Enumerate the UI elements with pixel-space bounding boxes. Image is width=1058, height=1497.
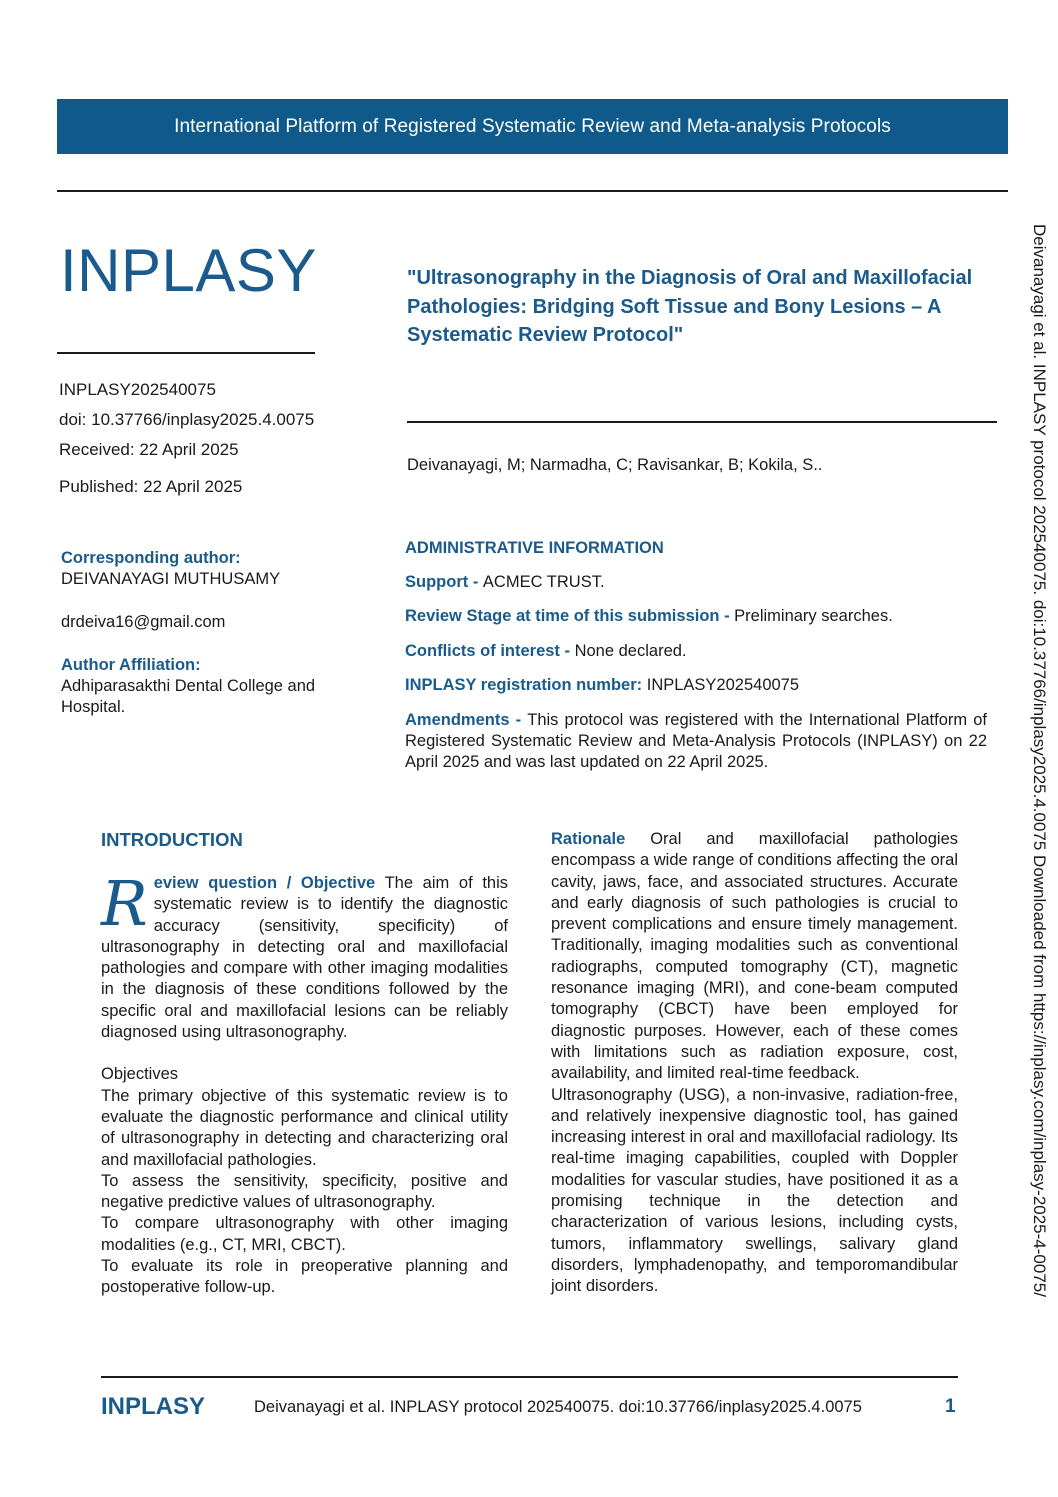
protocol-id: INPLASY202540075 <box>59 380 216 399</box>
footer-citation: Deivanayagi et al. INPLASY protocol 202540075. doi:10.37766/inplasy2025.4.0075 <box>254 1398 862 1416</box>
admin-heading: ADMINISTRATIVE INFORMATION <box>405 539 664 557</box>
logo-rule <box>57 352 315 354</box>
support-value: ACMEC TRUST. <box>482 573 605 591</box>
support-label: Support - <box>405 573 483 591</box>
conflicts-value: None declared. <box>574 642 687 660</box>
author-list: Deivanayagi, M; Narmadha, C; Ravisankar, B; Kokila, S.. <box>407 456 823 474</box>
objective-3: To compare ultrasonography with other imaging modalities (e.g., CT, MRI, CBCT). <box>101 1214 508 1254</box>
received-date: Received: 22 April 2025 <box>59 440 239 459</box>
rationale-paragraph-1 <box>551 829 958 1085</box>
admin-support <box>405 572 987 593</box>
admin-conflicts <box>405 641 987 662</box>
page-number: 1 <box>945 1396 956 1417</box>
objective-1: The primary objective of this systematic review is to evaluate the diagnostic performance and clinical utility of ultrasonography in detecting and characterizing oral and maxillofacial pathologies. <box>101 1086 508 1169</box>
corresponding-email[interactable]: drdeiva16@gmail.com <box>61 613 226 631</box>
objective-4: To evaluate its role in preoperative planning and postoperative follow-up. <box>101 1257 508 1297</box>
review-question-text: The aim of this systematic review is to identify the diagnostic accuracy (sensitivity, specificity) of ultrasonography in detecting oral and maxillofacial pathologies and compare with other imaging modalities in the diagnosis of these conditions followed by the specific oral and maxillofacial lesions can be reliably diagnosed using ultrasonography. <box>101 874 508 1042</box>
corresponding-label: Corresponding author: <box>61 549 241 567</box>
paper-title: "Ultrasonography in the Diagnosis of Oral and Maxillofacial Pathologies: Bridging Soft Tissue and Bony Lesions – A Systematic Review Protocol" <box>407 267 973 346</box>
conflicts-label: Conflicts of interest - <box>405 642 575 660</box>
amendments-label: Amendments - <box>405 711 528 729</box>
drop-cap: R <box>101 867 148 940</box>
author-affiliation <box>61 655 361 718</box>
footer-rule <box>101 1376 958 1378</box>
admin-stage <box>405 606 987 627</box>
admin-amendments <box>405 710 987 773</box>
rationale-text-1: Oral and maxillofacial pathologies encompass a wide range of conditions affecting the oral cavity, jaws, face, and associated structures. Accurate and early diagnosis of such pathologies is crucial to prevent complications and ensure timely management. Traditionally, imaging modalities such as conventional radiographs, computed tomography (CT), magnetic resonance imaging (MRI), and cone-beam computed tomography (CBCT) have been employed for diagnostic purposes. However, each of these comes with limitations such as radiation exposure, cost, availability, and limited real-time feedback. <box>551 830 958 1083</box>
affiliation-text: Adhiparasakthi Dental College and Hospital. <box>61 677 316 716</box>
amendments-value: This protocol was registered with the International Platform of Registered Systematic Review and Meta-Analysis Protocols (INPLASY) on 22 April 2025 and was last updated on 22 April 2025. <box>405 711 988 771</box>
download-side-note: Deivanayagi et al. INPLASY protocol 202540075. doi:10.37766/inplasy2025.4.0075 Downloaded from https://inplasy.com/inplasy-2025-4-0075/ <box>1030 224 1049 1297</box>
objective-2: To assess the sensitivity, specificity, positive and negative predictive values of ultrasonography. <box>101 1171 508 1212</box>
stage-value: Preliminary searches. <box>734 607 893 625</box>
protocol-doi: doi: 10.37766/inplasy2025.4.0075 <box>59 410 315 429</box>
title-rule <box>407 421 997 423</box>
published-date: Published: 22 April 2025 <box>59 477 243 496</box>
registration-label: INPLASY registration number: <box>405 676 647 694</box>
admin-registration <box>405 675 987 696</box>
rationale-label: Rationale <box>551 830 626 848</box>
header-rule <box>57 190 1008 192</box>
header-banner <box>57 99 1008 154</box>
registration-value: INPLASY202540075 <box>646 676 800 694</box>
footer-logo: INPLASY <box>101 1393 206 1420</box>
rationale-paragraph-2: Ultrasonography (USG), a non-invasive, radiation-free, and relatively inexpensive diagnostic tool, has gained increasing interest in oral and maxillofacial radiology. Its real-time imaging capabilities, coupled with Doppler modalities for vascular studies, have positioned it as a promising technique in the detection and characterization of various lesions, including cysts, tumors, inflammatory swellings, salivary gland disorders, lymphadenopathy, and temporomandibular joint disorders. <box>551 1085 958 1296</box>
review-question-label: eview question / Objective <box>153 874 376 892</box>
inplasy-logo: INPLASY <box>60 237 317 304</box>
objectives-heading: Objectives <box>101 1065 179 1084</box>
rationale-column <box>551 829 958 1298</box>
corresponding-author <box>61 548 280 590</box>
banner-text: International Platform of Registered Systematic Review and Meta-analysis Protocols <box>174 115 891 137</box>
introduction-heading: INTRODUCTION <box>101 829 243 850</box>
stage-label: Review Stage at time of this submission - <box>405 607 735 625</box>
corresponding-name: DEIVANAYAGI MUTHUSAMY <box>61 570 281 588</box>
affiliation-label: Author Affiliation: <box>61 656 201 674</box>
introduction-column <box>101 867 508 1299</box>
review-question-paragraph <box>101 867 508 1043</box>
